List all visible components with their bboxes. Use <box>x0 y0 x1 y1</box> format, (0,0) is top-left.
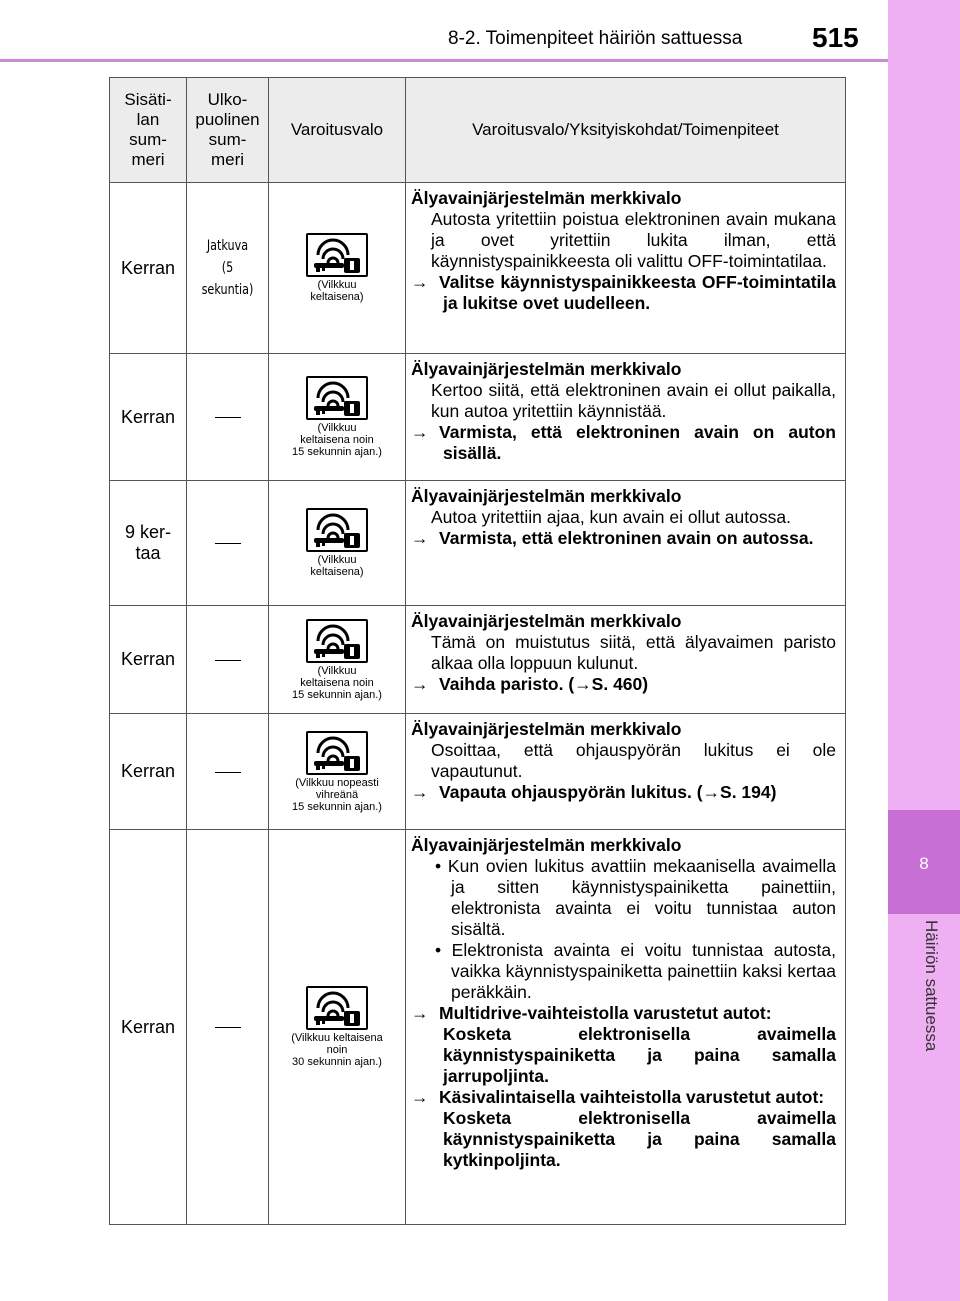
light-caption: (Vilkkuu keltaisena) <box>310 279 364 303</box>
arrow-icon: → <box>411 1087 429 1107</box>
detail-title: Älyavainjärjestelmän merkkivalo <box>411 611 682 631</box>
interior-buzzer-cell: Kerran <box>110 183 187 354</box>
header-details: Varoitusvalo/Yksityiskohdat/Toimenpiteet <box>406 78 846 183</box>
table-row <box>110 606 846 714</box>
chapter-title: Häiriön sattuessa <box>922 920 941 1052</box>
warning-light-cell <box>269 606 406 714</box>
detail-description: Kertoo siitä, että elektroninen avain ei ollut paikalla, kun autoa yritettiin käynnistää. <box>431 380 836 421</box>
header-exterior-buzzer: Ulko- puolinen sum- meri <box>187 78 269 183</box>
detail-action: → Käsivalintaisella vaihteistolla varustetut autot: <box>411 1087 825 1107</box>
detail-title: Älyavainjärjestelmän merkkivalo <box>411 835 682 855</box>
detail-title: Älyavainjärjestelmän merkkivalo <box>411 359 682 379</box>
warning-light-cell <box>269 714 406 830</box>
detail-action-text: Kosketa elektronisella avaimella käynnistyspainiketta ja paina samalla kytkinpoljinta. <box>443 1108 836 1170</box>
interior-buzzer-cell: Kerran <box>110 830 187 1225</box>
details-cell <box>406 830 846 1225</box>
detail-bullet: • Elektronista avainta ei voitu tunnistaa autosta, vaikka käynnistyspainiketta painettiin kaksi kertaa peräkkäin. <box>435 940 836 1002</box>
detail-action: → Valitse käynnistyspainikkeesta OFF-toimintatila ja lukitse ovet uudelleen. <box>411 272 836 313</box>
arrow-icon: → <box>411 422 429 442</box>
detail-description: Osoittaa, että ohjauspyörän lukitus ei ole vapautunut. <box>431 740 836 781</box>
smart-key-warning-icon <box>306 376 368 420</box>
details-cell <box>406 481 846 606</box>
smart-key-warning-icon <box>306 233 368 277</box>
table-row <box>110 714 846 830</box>
light-caption: (Vilkkuu keltaisena noin 15 sekunnin ajan.) <box>292 664 382 701</box>
detail-description: Tämä on muistutus siitä, että älyavaimen paristo alkaa olla loppuun kulunut. <box>431 632 836 673</box>
smart-key-warning-icon <box>306 619 368 663</box>
detail-bullet: • Kun ovien lukitus avattiin mekaanisella avaimella ja sitten käynnistyspainiketta painettiin, elektronista avainta ei voitu tunnistaa auton sisältä. <box>435 856 836 939</box>
chapter-side-tab <box>888 0 960 1301</box>
arrow-icon: → <box>411 1003 429 1023</box>
table-header-row <box>110 78 846 183</box>
table-row <box>110 830 846 1225</box>
page-number: 515 <box>812 22 859 53</box>
exterior-buzzer-cell <box>187 714 269 830</box>
arrow-icon: → <box>411 528 429 548</box>
exterior-buzzer-text: Jatkuva (5 sekuntia) <box>201 238 254 298</box>
detail-action: → Vaihda paristo. (→S. 460) <box>411 674 649 694</box>
warning-light-cell <box>269 830 406 1225</box>
smart-key-warning-icon <box>306 986 368 1030</box>
details-cell <box>406 354 846 481</box>
detail-title: Älyavainjärjestelmän merkkivalo <box>411 486 682 506</box>
header-warning-light: Varoitusvalo <box>269 78 406 183</box>
light-caption: (Vilkkuu keltaisena noin 15 sekunnin ajan.) <box>292 422 382 458</box>
interior-buzzer-cell: Kerran <box>110 714 187 830</box>
arrow-icon: → <box>411 272 429 292</box>
page-header <box>0 0 888 62</box>
smart-key-warning-icon <box>306 508 368 552</box>
header-rule <box>0 59 888 62</box>
details-cell <box>406 606 846 714</box>
warning-light-cell <box>269 183 406 354</box>
details-cell <box>406 183 846 354</box>
exterior-buzzer-cell <box>187 354 269 481</box>
warning-table <box>109 77 846 1225</box>
detail-title: Älyavainjärjestelmän merkkivalo <box>411 188 682 208</box>
arrow-icon: → <box>411 674 429 694</box>
chapter-number: 8 <box>919 854 929 873</box>
detail-action-text: Kosketa elektronisella avaimella käynnistyspainiketta ja paina samalla jarrupoljinta. <box>443 1024 836 1086</box>
exterior-buzzer-cell <box>187 481 269 606</box>
smart-key-warning-icon <box>306 731 368 775</box>
exterior-buzzer-cell <box>187 183 269 354</box>
not-applicable-dash <box>215 1027 241 1028</box>
detail-action: → Varmista, että elektroninen avain on autossa. <box>411 528 814 548</box>
detail-action: → Varmista, että elektroninen avain on auton sisällä. <box>411 422 836 463</box>
table-row <box>110 183 846 354</box>
detail-action: → Multidrive-vaihteistolla varustetut autot: <box>411 1003 772 1023</box>
exterior-buzzer-cell <box>187 606 269 714</box>
interior-buzzer-cell: Kerran <box>110 354 187 481</box>
light-caption: (Vilkkuu nopeasti vihreänä 15 sekunnin ajan.) <box>292 776 382 813</box>
section-title: 8-2. Toimenpiteet häiriön sattuessa <box>448 28 743 49</box>
arrow-icon: → <box>411 782 429 802</box>
interior-buzzer-cell: Kerran <box>110 606 187 714</box>
not-applicable-dash <box>215 543 241 544</box>
detail-action: → Vapauta ohjauspyörän lukitus. (→S. 194) <box>411 782 777 802</box>
table-row <box>110 354 846 481</box>
warning-light-cell <box>269 481 406 606</box>
interior-buzzer-cell: 9 ker- taa <box>110 481 187 606</box>
light-caption: (Vilkkuu keltaisena) <box>310 554 364 578</box>
light-caption: (Vilkkuu keltaisena noin 30 sekunnin ajan.) <box>291 1032 383 1068</box>
detail-description: Autosta yritettiin poistua elektroninen avain mukana ja ovet yritettiin lukita ilman, että käynnistyspainikkeesta oli valittu OFF-toimintatilaa. <box>431 209 836 271</box>
details-cell <box>406 714 846 830</box>
table-row <box>110 481 846 606</box>
warning-light-cell <box>269 354 406 481</box>
detail-description: Autoa yritettiin ajaa, kun avain ei ollut autossa. <box>431 507 791 527</box>
not-applicable-dash <box>215 417 241 418</box>
exterior-buzzer-cell <box>187 830 269 1225</box>
not-applicable-dash <box>215 772 241 773</box>
not-applicable-dash <box>215 660 241 661</box>
header-interior-buzzer: Sisäti- lan sum- meri <box>110 78 187 183</box>
detail-title: Älyavainjärjestelmän merkkivalo <box>411 719 682 739</box>
